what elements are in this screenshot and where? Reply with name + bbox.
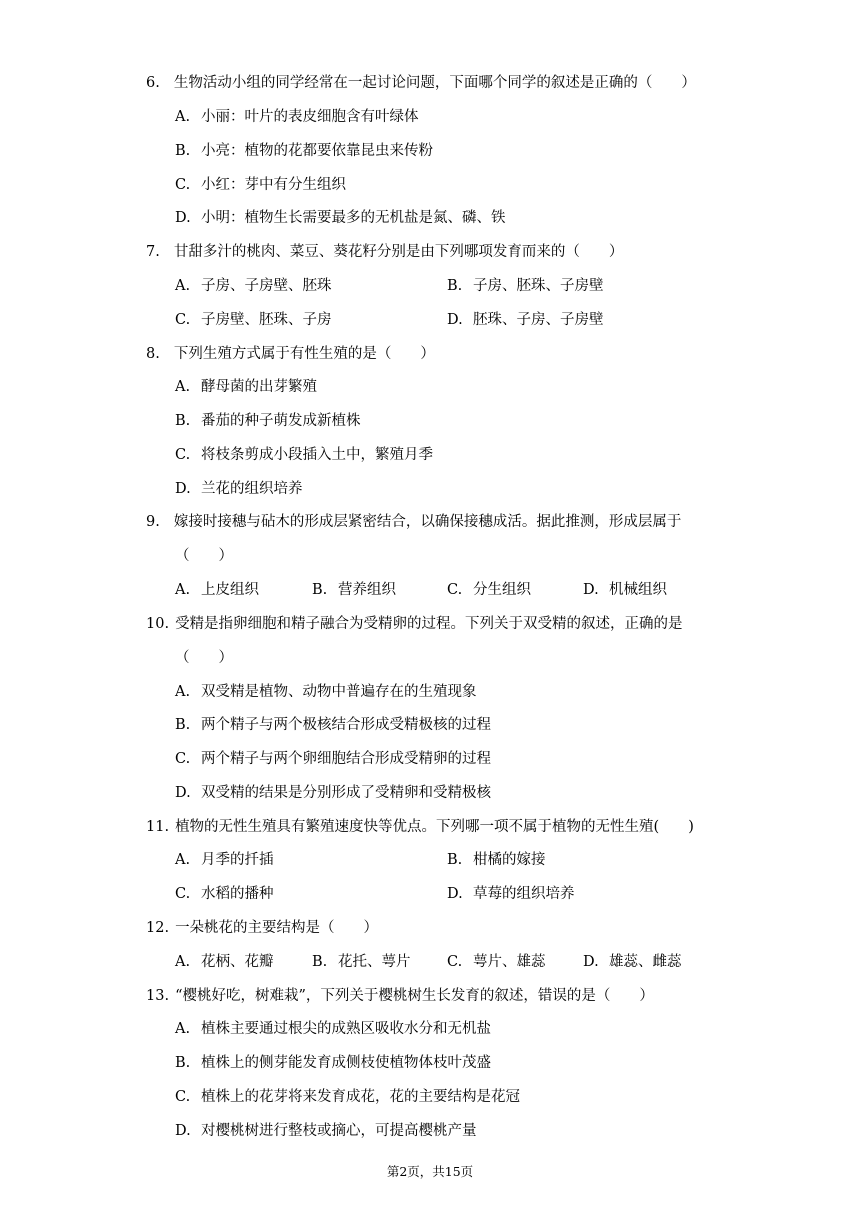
option-10a: A. 双受精是植物、动物中普遍存在的生殖现象 xyxy=(175,684,477,700)
option-12a: A. 花柄、花瓣 xyxy=(175,954,274,970)
question-text: 甘甜多汁的桃肉、菜豆、葵花籽分别是由下列哪项发育而来的（ ） xyxy=(173,244,624,260)
question-text: “樱桃好吃，树难栽”，下列关于樱桃树生长发育的叙述，错误的是（ ） xyxy=(175,988,654,1004)
option-10c: C. 两个精子与两个卵细胞结合形成受精卵的过程 xyxy=(175,751,491,767)
option-10d: D. 双受精的结果是分别形成了受精卵和受精极核 xyxy=(175,785,491,801)
option-7c: C. 子房壁、胚珠、子房 xyxy=(175,312,332,328)
option-13b: B. 植株上的侧芽能发育成侧枝使植物体枝叶茂盛 xyxy=(175,1055,491,1071)
question-text: 下列生殖方式属于有性生殖的是（ ） xyxy=(173,346,435,362)
option-11d: D. 草莓的组织培养 xyxy=(447,886,575,902)
question-8 xyxy=(146,344,435,364)
page-footer: 第2页，共15页 xyxy=(386,1164,474,1179)
option-8b: B. 番茄的种子萌发成新植株 xyxy=(175,413,361,429)
option-12c: C. 萼片、雄蕊 xyxy=(447,954,546,970)
option-6d: D. 小明：植物生长需要最多的无机盐是氮、磷、铁 xyxy=(175,210,506,226)
question-text: 嫁接时接穗与砧木的形成层紧密结合，以确保接穗成活。据此推测，形成层属于 xyxy=(173,514,682,530)
question-number: 13. xyxy=(146,988,170,1004)
question-13 xyxy=(146,986,654,1006)
option-11b: B. 柑橘的嫁接 xyxy=(447,852,546,868)
option-13d: D. 对樱桃树进行整枝或摘心，可提高樱桃产量 xyxy=(175,1123,477,1139)
question-number: 8. xyxy=(146,346,160,362)
option-6c: C. 小红：芽中有分生组织 xyxy=(175,177,346,193)
question-text: 植物的无性生殖具有繁殖速度快等优点。下列哪一项不属于植物的无性生殖( ) xyxy=(175,819,694,835)
option-9d: D. 机械组织 xyxy=(583,582,667,598)
question-11 xyxy=(146,817,694,837)
option-7b: B. 子房、胚珠、子房壁 xyxy=(447,278,604,294)
question-number: 9. xyxy=(146,514,160,530)
option-12d: D. 雄蕊、雌蕊 xyxy=(583,954,682,970)
question-7 xyxy=(146,242,623,262)
option-6a: A. 小丽：叶片的表皮细胞含有叶绿体 xyxy=(175,109,419,125)
question-9 xyxy=(146,512,681,532)
option-12b: B. 花托、萼片 xyxy=(312,954,411,970)
option-11c: C. 水稻的播种 xyxy=(175,886,274,902)
question-10 xyxy=(146,614,683,634)
option-10b: B. 两个精子与两个极核结合形成受精极核的过程 xyxy=(175,717,491,733)
question-text: 一朵桃花的主要结构是（ ） xyxy=(175,920,379,936)
option-9b: B. 营养组织 xyxy=(312,582,396,598)
option-9c: C. 分生组织 xyxy=(447,582,531,598)
question-text: 受精是指卵细胞和精子融合为受精卵的过程。下列关于双受精的叙述，正确的是 xyxy=(175,616,683,632)
question-9-blank: （ ） xyxy=(175,548,233,564)
option-7d: D. 胚珠、子房、子房壁 xyxy=(447,312,604,328)
question-6 xyxy=(146,73,696,93)
question-number: 11. xyxy=(146,819,170,835)
question-12 xyxy=(146,918,378,938)
question-number: 7. xyxy=(146,244,160,260)
option-13c: C. 植株上的花芽将来发育成花，花的主要结构是花冠 xyxy=(175,1089,520,1105)
option-11a: A. 月季的扦插 xyxy=(175,852,274,868)
question-text: 生物活动小组的同学经常在一起讨论问题，下面哪个同学的叙述是正确的（ ） xyxy=(173,75,696,91)
question-10-blank: （ ） xyxy=(175,650,233,666)
question-number: 6. xyxy=(146,75,160,91)
option-8d: D. 兰花的组织培养 xyxy=(175,481,303,497)
option-7a: A. 子房、子房壁、胚珠 xyxy=(175,278,332,294)
question-number: 10. xyxy=(146,616,170,632)
option-9a: A. 上皮组织 xyxy=(175,582,259,598)
option-8a: A. 酵母菌的出芽繁殖 xyxy=(175,379,317,395)
option-8c: C. 将枝条剪成小段插入土中，繁殖月季 xyxy=(175,447,433,463)
question-number: 12. xyxy=(146,920,170,936)
option-6b: B. 小亮：植物的花都要依靠昆虫来传粉 xyxy=(175,143,433,159)
option-13a: A. 植株主要通过根尖的成熟区吸收水分和无机盐 xyxy=(175,1021,491,1037)
